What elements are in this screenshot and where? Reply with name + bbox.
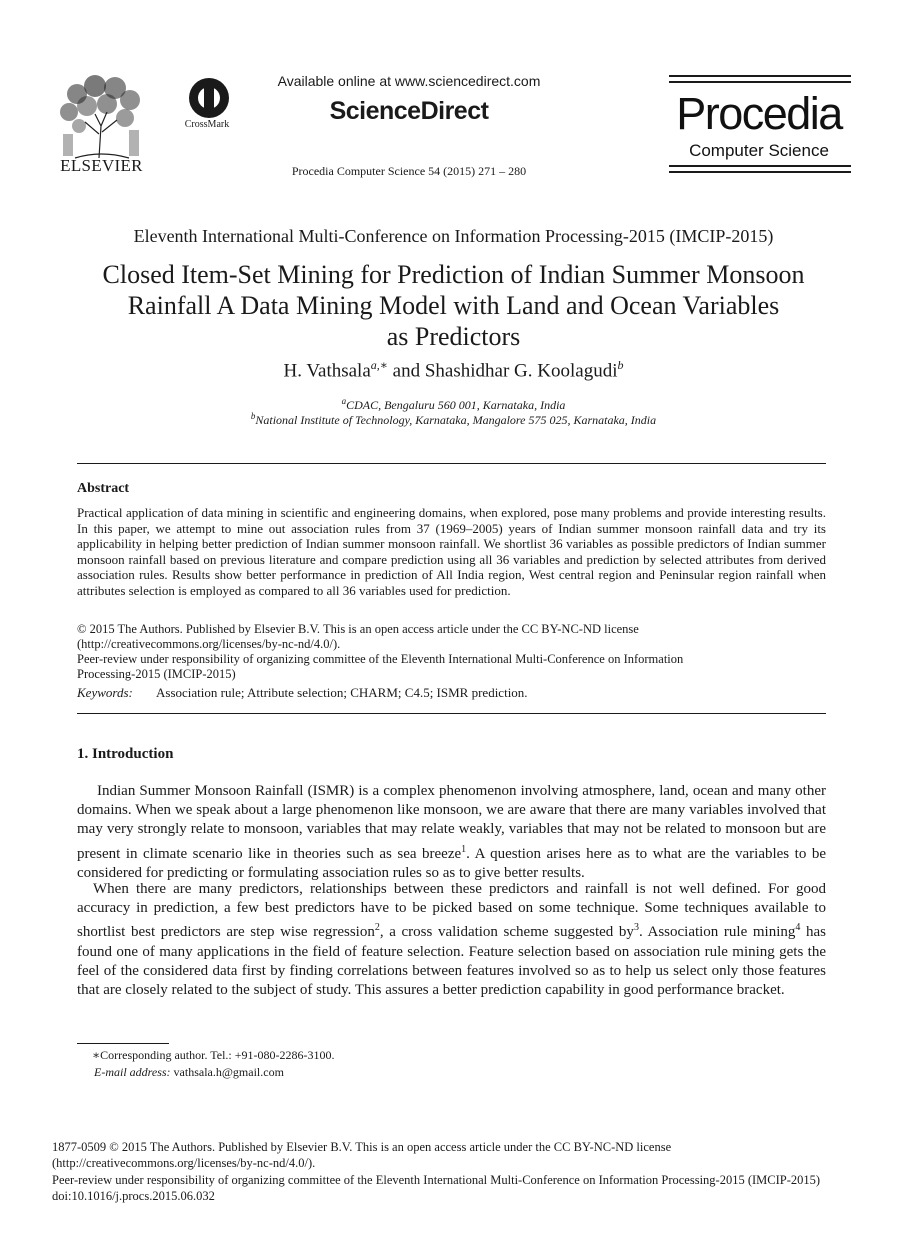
procedia-rule-bottom-2	[669, 171, 851, 173]
title-line-1: Closed Item-Set Mining for Prediction of Indian Summer Monsoon	[102, 260, 805, 289]
license-link[interactable]: (http://creativecommons.org/licenses/by-nc-nd/4.0/).	[77, 637, 341, 651]
journal-reference: Procedia Computer Science 54 (2015) 271 – 280	[291, 164, 527, 178]
keywords-label: Keywords:	[77, 685, 133, 700]
affiliation-a-marker: a	[341, 396, 347, 406]
paper-title	[60, 259, 847, 352]
sciencedirect-logo: ScienceDirect	[329, 97, 489, 125]
author-list	[60, 358, 847, 382]
citation-3[interactable]: 3	[633, 922, 639, 934]
intro-p2-text-a: When there are many predictors, relationships between these predictors and rainfall is not well defined. For good accuracy in prediction, a few best predictors have to be picked based on some technique. Some techniques available to shortlist best predictors are step wise regression	[77, 881, 826, 941]
copyright-notice	[77, 622, 826, 652]
copyright-line-1: © 2015 The Authors. Published by Elsevier B.V. This is an open access article under the CC BY-NC-ND license	[77, 622, 639, 636]
publisher-name: ELSEVIER	[60, 156, 143, 175]
abstract-body: Practical application of data mining in scientific and engineering domains, when explored, pose many problems and provide interesting results. In this paper, we attempt to mine out association rules from 37 (1969–2005) years of Indian summer monsoon rainfall data and try its applicability in helping better prediction of Indian summer monsoon rainfall. We shortlist 36 variables as possible predictors of Indian summer monsoon rainfall based on previous literature and compare prediction using all 36 variables and prediction by selected attributes from derived association rules. Results show better performance in prediction of All India region, West central region and Peninsular region rainfall when attributes selection is employed as compared to all 36 variables used for prediction.	[77, 505, 826, 598]
affiliation-b-marker: b	[250, 411, 256, 421]
keywords-list: Association rule; Attribute selection; CHARM; C4.5; ISMR prediction.	[156, 685, 528, 700]
author-2-marker: b	[617, 358, 624, 372]
abstract-bottom-rule	[77, 713, 826, 714]
footer-issn-line: 1877-0509 © 2015 The Authors. Published by Elsevier B.V. This is an open access article under the CC BY-NC-ND license	[52, 1140, 672, 1154]
author-joiner: and	[387, 360, 425, 382]
procedia-subtitle: Computer Science	[689, 141, 829, 160]
email-label: E-mail address:	[94, 1065, 171, 1079]
citation-4[interactable]: 4	[795, 922, 801, 934]
crossmark-label: CrossMark	[184, 119, 230, 130]
page-footer	[52, 1139, 852, 1205]
affiliation-b-text: National Institute of Technology, Karnataka, Mangalore 575 025, Karnataka, India	[255, 413, 657, 427]
author-1-marker: a,∗	[370, 358, 388, 372]
intro-p2-text-c: . Association rule mining	[638, 924, 796, 941]
intro-paragraph-1	[77, 782, 826, 883]
affiliation-a-text: CDAC, Bengaluru 560 001, Karnataka, India	[346, 398, 566, 412]
intro-p2-text-b: , a cross validation scheme suggested by	[379, 924, 634, 941]
conference-name: Eleventh International Multi-Conference on Information Processing-2015 (IMCIP-2015)	[133, 226, 774, 246]
citation-1[interactable]: 1	[461, 843, 467, 855]
peer-review-line-1: Peer-review under responsibility of organizing committee of the Eleventh International Multi-Conference on Information	[77, 652, 684, 666]
footnote-rule	[77, 1043, 169, 1044]
citation-2[interactable]: 2	[374, 922, 380, 934]
footer-peer-review: Peer-review under responsibility of organizing committee of the Eleventh International Multi-Conference on Information Processing-2015 (IMCIP-2015)	[52, 1172, 821, 1187]
email-note	[94, 1065, 284, 1080]
footer-doi[interactable]: doi:10.1016/j.procs.2015.06.032	[52, 1189, 215, 1204]
email-address[interactable]: vathsala.h@gmail.com	[173, 1065, 284, 1079]
peer-review-notice	[77, 652, 826, 682]
procedia-rule-top-2	[669, 81, 851, 83]
procedia-logo: Procedia	[676, 88, 842, 139]
procedia-rule-bottom-1	[669, 165, 851, 167]
peer-review-line-2: Processing-2015 (IMCIP-2015)	[77, 667, 236, 681]
author-2: Shashidhar G. Koolagudi	[424, 360, 618, 382]
section-heading-introduction: 1. Introduction	[77, 746, 174, 762]
title-line-2: Rainfall A Data Mining Model with Land and Ocean Variables	[127, 291, 780, 320]
elsevier-tree-logo	[55, 74, 148, 160]
abstract-heading: Abstract	[77, 481, 130, 496]
intro-p1-text-b: . A question arises here as to what are the variables to be considered for predicting or formulating association rules so as to give better results.	[77, 845, 826, 881]
abstract-top-rule	[77, 463, 826, 464]
corresponding-author-note: ∗Corresponding author. Tel.: +91-080-2286-3100.	[92, 1048, 335, 1062]
intro-p2-text-d: has found one of many applications in the field of feature selection. Feature selection based on association rule mining gets the feel of the considered data first by finding correlations between features involved so as to help us select only those features that are closely related to the subject of study. This assures a better prediction capability in good performance bracket.	[77, 924, 826, 999]
author-1: H. Vathsala	[283, 360, 371, 382]
available-online-link[interactable]: Available online at www.sciencedirect.com	[277, 73, 541, 89]
keywords	[77, 685, 826, 700]
affiliation-b	[60, 411, 847, 428]
title-line-3: as Predictors	[386, 322, 521, 351]
intro-paragraph-2	[77, 880, 826, 1000]
procedia-rule-top-1	[669, 75, 851, 77]
intro-p1-text-a: Indian Summer Monsoon Rainfall (ISMR) is a complex phenomenon involving atmosphere, land, ocean and many other domains. When we speak about a large phenomenon like monsoon, we are aware that there are many variables involved that may very strongly relate to monsoon, variables that may relate weakly, variables that may not be related to monsoon but are present in climate scenario like in theories such as sea breeze	[77, 783, 826, 862]
footer-license-link[interactable]: (http://creativecommons.org/licenses/by-nc-nd/4.0/).	[52, 1156, 316, 1171]
